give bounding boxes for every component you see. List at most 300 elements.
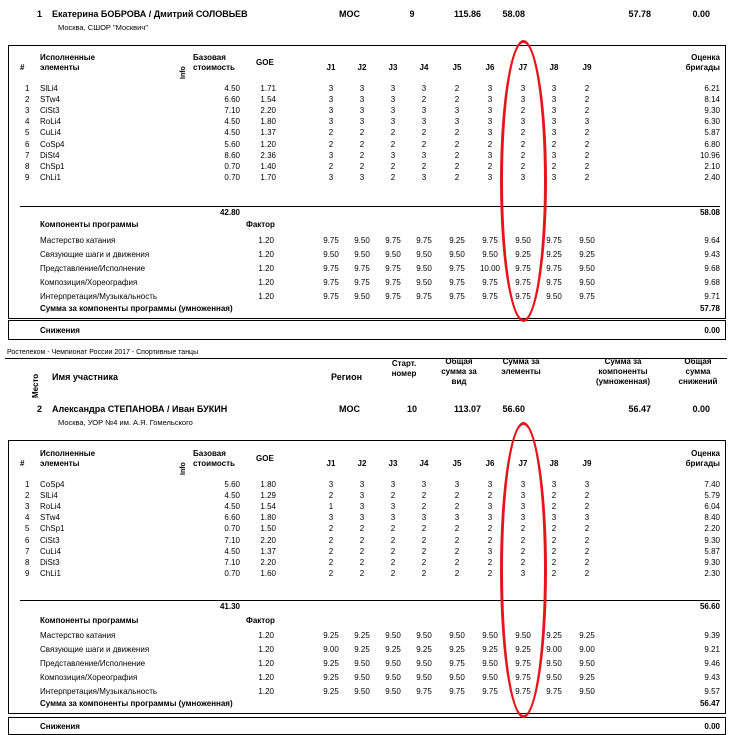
hdr-judge-j2: J2 [357, 459, 367, 468]
component-judge-score: 9.50 [482, 673, 498, 682]
element-judge-score: 2 [421, 95, 427, 105]
component-judge-score: 9.25 [385, 645, 401, 654]
component-judge-score: 9.50 [515, 631, 531, 640]
hdr-goe: GOE [256, 58, 274, 67]
element-goe: 2.20 [260, 535, 276, 545]
element-judge-score: 3 [359, 480, 365, 489]
element-judge-score: 2 [520, 524, 526, 534]
component-judge-score: 9.75 [449, 292, 465, 301]
elements-rule [20, 600, 720, 601]
element-judge-score: 2 [584, 161, 590, 171]
skater-elements-score: 56.60 [502, 404, 525, 414]
component-name: Мастерство катания [40, 631, 116, 640]
component-judge-score: 9.75 [482, 278, 498, 287]
element-judge-score: 2 [328, 557, 334, 567]
component-judge-score: 9.75 [515, 292, 531, 301]
skater-components-score: 57.78 [628, 9, 651, 19]
hdr-base: Базовая стоимость [193, 449, 235, 468]
component-judge-score: 9.50 [385, 659, 401, 668]
element-judge-score: 2 [421, 139, 427, 149]
component-score: 9.64 [704, 236, 720, 245]
element-judge-score: 2 [421, 535, 427, 545]
base-total: 42.80 [219, 208, 240, 217]
element-judge-score: 3 [487, 480, 493, 489]
element-score: 2.20 [704, 524, 720, 534]
element-judge-score: 3 [390, 95, 396, 105]
element-code: ChSp1 [40, 161, 65, 171]
element-code: CoSp4 [40, 480, 65, 489]
hdr-base: Базовая стоимость [193, 53, 235, 72]
component-judge-score: 9.50 [546, 673, 562, 682]
element-judge-score: 2 [487, 557, 493, 567]
element-score: 6.04 [704, 502, 720, 512]
hdr-judge-j6: J6 [485, 459, 495, 468]
element-base: 0.70 [224, 524, 240, 534]
hdr-info: Info [180, 66, 187, 79]
element-judge-score: 3 [328, 480, 334, 489]
skater-place: 2 [37, 404, 43, 414]
components-title: Компоненты программы [40, 616, 139, 625]
component-judge-score: 9.50 [579, 278, 595, 287]
component-judge-score: 9.50 [449, 631, 465, 640]
element-code: SlLi4 [40, 84, 58, 93]
hdr-judge-j2: J2 [357, 63, 367, 72]
component-judge-score: 9.50 [482, 631, 498, 640]
element-goe: 1.40 [260, 161, 276, 171]
element-judge-score: 2 [584, 524, 590, 534]
element-judge-score: 2 [454, 84, 460, 93]
element-judge-score: 3 [551, 117, 557, 127]
element-code: RoLi4 [40, 117, 61, 127]
element-judge-score: 2 [551, 502, 557, 512]
element-base: 6.60 [224, 513, 240, 523]
element-code: STw4 [40, 95, 61, 105]
element-judge-score: 2 [359, 557, 365, 567]
element-judge-score: 3 [328, 117, 334, 127]
component-judge-score: 9.25 [449, 236, 465, 245]
element-judge-score: 3 [421, 172, 427, 182]
skater-total: 115.86 [453, 9, 481, 19]
element-judge-score: 2 [454, 150, 460, 160]
components-sum-label: Сумма за компоненты программы (умноженная) [40, 699, 233, 708]
component-judge-score: 9.50 [579, 236, 595, 245]
skater-club: Москва, УОР №4 им. А.Я. Гомельского [58, 418, 193, 427]
component-factor: 1.20 [258, 659, 274, 668]
element-judge-score: 3 [520, 117, 526, 127]
element-judge-score: 3 [390, 513, 396, 523]
element-code: STw4 [40, 513, 61, 523]
deductions-label: Снижения [40, 722, 80, 731]
element-score: 2.40 [704, 172, 720, 182]
element-judge-score: 3 [390, 117, 396, 127]
element-judge-score: 3 [328, 106, 334, 116]
element-judge-score: 2 [421, 161, 427, 171]
elements-total: 56.60 [699, 602, 720, 611]
element-judge-score: 2 [551, 568, 557, 578]
element-judge-score: 2 [359, 535, 365, 545]
element-judge-score: 2 [390, 128, 396, 138]
hdr-num: # [20, 63, 25, 72]
element-judge-score: 2 [359, 139, 365, 149]
component-judge-score: 9.50 [416, 278, 432, 287]
elements-rule [20, 206, 720, 207]
element-num: 6 [25, 139, 30, 149]
component-name: Связующие шаги и движения [40, 250, 150, 259]
component-score: 9.71 [704, 292, 720, 301]
component-judge-score: 9.75 [546, 236, 562, 245]
element-base: 7.10 [224, 535, 240, 545]
element-code: DiSt3 [40, 557, 60, 567]
hdr-judge-j8: J8 [549, 459, 559, 468]
elements-header: Сумма за элементы [501, 357, 541, 376]
component-factor: 1.20 [258, 687, 274, 696]
element-judge-score: 3 [328, 513, 334, 523]
component-judge-score: 9.75 [449, 264, 465, 273]
component-judge-score: 9.50 [416, 631, 432, 640]
element-code: CiSt3 [40, 535, 60, 545]
element-judge-score: 3 [390, 84, 396, 93]
component-judge-score: 9.75 [449, 687, 465, 696]
element-judge-score: 3 [520, 95, 526, 105]
component-judge-score: 9.50 [449, 673, 465, 682]
element-judge-score: 3 [421, 150, 427, 160]
element-judge-score: 2 [359, 568, 365, 578]
element-judge-score: 2 [328, 524, 334, 534]
element-judge-score: 2 [584, 502, 590, 512]
element-goe: 1.54 [260, 95, 276, 105]
element-judge-score: 3 [390, 106, 396, 116]
component-name: Связующие шаги и движения [40, 645, 150, 654]
component-score: 9.21 [704, 645, 720, 654]
name-header: Имя участника [52, 372, 119, 382]
hdr-panel: Оценка бригады [685, 53, 720, 72]
component-judge-score: 9.50 [354, 687, 370, 696]
element-judge-score: 2 [390, 139, 396, 149]
element-judge-score: 3 [328, 172, 334, 182]
skater-region: МОС [339, 9, 360, 19]
component-judge-score: 9.25 [323, 659, 339, 668]
component-judge-score: 9.75 [579, 292, 595, 301]
element-judge-score: 2 [454, 161, 460, 171]
element-judge-score: 2 [584, 128, 590, 138]
component-judge-score: 9.75 [546, 278, 562, 287]
component-judge-score: 9.50 [579, 659, 595, 668]
component-judge-score: 9.50 [354, 292, 370, 301]
element-judge-score: 2 [584, 95, 590, 105]
element-judge-score: 2 [551, 546, 557, 556]
component-judge-score: 9.50 [354, 250, 370, 259]
element-judge-score: 2 [359, 150, 365, 160]
element-goe: 1.54 [260, 502, 276, 512]
element-judge-score: 3 [487, 172, 493, 182]
element-judge-score: 3 [487, 513, 493, 523]
element-num: 7 [25, 150, 30, 160]
component-judge-score: 9.50 [579, 264, 595, 273]
element-score: 9.30 [704, 557, 720, 567]
component-judge-score: 9.00 [546, 645, 562, 654]
component-judge-score: 9.25 [546, 631, 562, 640]
element-num: 9 [25, 172, 30, 182]
element-judge-score: 3 [328, 150, 334, 160]
element-score: 5.87 [704, 546, 720, 556]
component-judge-score: 9.25 [515, 645, 531, 654]
element-judge-score: 3 [421, 84, 427, 93]
event-title: Ростелеком - Чемпионат России 2017 - Спортивные танцы [7, 349, 199, 356]
element-judge-score: 2 [520, 535, 526, 545]
element-judge-score: 3 [487, 106, 493, 116]
skater-region: МОС [339, 404, 360, 414]
component-judge-score: 9.75 [515, 687, 531, 696]
component-judge-score: 9.75 [385, 264, 401, 273]
element-judge-score: 2 [359, 546, 365, 556]
components-total: 56.47 [699, 699, 720, 708]
element-judge-score: 3 [520, 502, 526, 512]
element-judge-score: 2 [359, 128, 365, 138]
element-judge-score: 2 [454, 524, 460, 534]
element-judge-score: 2 [584, 84, 590, 93]
element-judge-score: 3 [520, 84, 526, 93]
component-judge-score: 9.50 [482, 659, 498, 668]
factor-title: Фактор [246, 616, 275, 625]
element-judge-score: 3 [454, 513, 460, 523]
element-goe: 1.80 [260, 480, 276, 489]
skater-start: 10 [406, 404, 417, 414]
element-judge-score: 2 [520, 161, 526, 171]
component-name: Представление/Исполнение [40, 659, 146, 668]
component-name: Композиция/Хореография [40, 673, 138, 682]
component-judge-score: 9.25 [323, 673, 339, 682]
component-judge-score: 9.25 [546, 250, 562, 259]
element-base: 5.60 [224, 139, 240, 149]
element-judge-score: 2 [328, 568, 334, 578]
element-judge-score: 2 [328, 128, 334, 138]
component-judge-score: 9.75 [385, 278, 401, 287]
element-goe: 2.36 [260, 150, 276, 160]
skater-components-score: 56.47 [628, 404, 651, 414]
component-judge-score: 9.75 [515, 264, 531, 273]
element-goe: 1.80 [260, 117, 276, 127]
element-goe: 1.29 [260, 491, 276, 501]
hdr-judge-j8: J8 [549, 63, 559, 72]
element-base: 4.50 [224, 546, 240, 556]
element-judge-score: 2 [584, 139, 590, 149]
component-judge-score: 9.75 [323, 264, 339, 273]
component-factor: 1.20 [258, 236, 274, 245]
component-judge-score: 9.75 [416, 292, 432, 301]
hdr-judge-j6: J6 [485, 63, 495, 72]
element-judge-score: 2 [584, 491, 590, 501]
element-judge-score: 3 [359, 84, 365, 93]
element-judge-score: 3 [390, 480, 396, 489]
element-judge-score: 2 [551, 535, 557, 545]
deductions-label: Снижения [40, 326, 80, 335]
component-score: 9.46 [704, 659, 720, 668]
element-base: 4.50 [224, 502, 240, 512]
element-judge-score: 2 [520, 128, 526, 138]
hdr-judge-j9: J9 [582, 63, 592, 72]
element-base: 0.70 [224, 172, 240, 182]
element-judge-score: 3 [421, 480, 427, 489]
element-base: 5.60 [224, 480, 240, 489]
element-num: 5 [25, 524, 30, 534]
component-judge-score: 9.25 [354, 645, 370, 654]
skater-deductions: 0.00 [692, 404, 710, 414]
element-score: 8.14 [704, 95, 720, 105]
element-code: RoLi4 [40, 502, 61, 512]
component-judge-score: 9.50 [385, 250, 401, 259]
element-judge-score: 2 [454, 95, 460, 105]
hdr-judge-j4: J4 [419, 63, 429, 72]
element-judge-score: 2 [520, 106, 526, 116]
component-judge-score: 9.50 [385, 687, 401, 696]
element-num: 3 [25, 106, 30, 116]
element-base: 8.60 [224, 150, 240, 160]
component-judge-score: 9.75 [416, 236, 432, 245]
element-judge-score: 2 [421, 128, 427, 138]
element-goe: 1.60 [260, 568, 276, 578]
element-judge-score: 3 [487, 502, 493, 512]
element-judge-score: 2 [520, 150, 526, 160]
element-judge-score: 2 [487, 568, 493, 578]
components-title: Компоненты программы [40, 220, 139, 229]
element-judge-score: 2 [487, 524, 493, 534]
element-judge-score: 3 [359, 491, 365, 501]
components-total: 57.78 [699, 304, 720, 313]
element-base: 6.60 [224, 95, 240, 105]
component-score: 9.39 [704, 631, 720, 640]
element-judge-score: 3 [551, 95, 557, 105]
element-judge-score: 3 [520, 480, 526, 489]
element-num: 7 [25, 546, 30, 556]
component-factor: 1.20 [258, 278, 274, 287]
element-judge-score: 2 [454, 172, 460, 182]
element-base: 7.10 [224, 557, 240, 567]
element-code: CuLi4 [40, 546, 61, 556]
hdr-judge-j7: J7 [518, 63, 528, 72]
component-judge-score: 9.50 [482, 250, 498, 259]
element-judge-score: 3 [551, 513, 557, 523]
component-judge-score: 9.75 [323, 236, 339, 245]
deductions-total: 0.00 [704, 326, 720, 335]
element-judge-score: 2 [421, 546, 427, 556]
hdr-judge-j1: J1 [326, 459, 336, 468]
element-judge-score: 1 [328, 502, 334, 512]
hdr-judge-j7: J7 [518, 459, 528, 468]
element-code: CoSp4 [40, 139, 65, 149]
hdr-goe: GOE [256, 454, 274, 463]
element-judge-score: 3 [551, 84, 557, 93]
element-score: 10.96 [699, 150, 720, 160]
element-base: 7.10 [224, 106, 240, 116]
component-judge-score: 9.25 [515, 250, 531, 259]
element-judge-score: 3 [551, 480, 557, 489]
element-judge-score: 2 [359, 161, 365, 171]
element-score: 9.30 [704, 535, 720, 545]
component-judge-score: 9.50 [416, 673, 432, 682]
element-num: 5 [25, 128, 30, 138]
component-score: 9.57 [704, 687, 720, 696]
component-factor: 1.20 [258, 264, 274, 273]
element-score: 6.21 [704, 84, 720, 93]
component-judge-score: 9.50 [579, 687, 595, 696]
hdr-judge-j5: J5 [452, 459, 462, 468]
component-judge-score: 10.00 [479, 264, 501, 273]
element-judge-score: 3 [454, 106, 460, 116]
element-judge-score: 3 [421, 513, 427, 523]
element-judge-score: 2 [520, 139, 526, 149]
element-num: 8 [25, 161, 30, 171]
element-judge-score: 2 [487, 139, 493, 149]
region-header: Регион [331, 372, 362, 382]
element-judge-score: 2 [390, 568, 396, 578]
element-num: 4 [25, 513, 30, 523]
deductions-header: Общая сумма снижений [678, 357, 718, 386]
element-judge-score: 2 [584, 557, 590, 567]
element-judge-score: 3 [359, 172, 365, 182]
component-judge-score: 9.50 [354, 673, 370, 682]
element-score: 8.40 [704, 513, 720, 523]
element-num: 1 [25, 84, 30, 93]
element-judge-score: 3 [551, 128, 557, 138]
element-num: 9 [25, 568, 30, 578]
component-judge-score: 9.75 [546, 264, 562, 273]
element-score: 7.40 [704, 480, 720, 489]
component-judge-score: 9.75 [449, 659, 465, 668]
component-judge-score: 9.50 [385, 631, 401, 640]
element-code: CuLi4 [40, 128, 61, 138]
element-judge-score: 3 [487, 128, 493, 138]
element-judge-score: 2 [390, 557, 396, 567]
component-judge-score: 9.75 [515, 673, 531, 682]
element-judge-score: 2 [454, 535, 460, 545]
component-judge-score: 9.25 [354, 631, 370, 640]
element-judge-score: 2 [584, 172, 590, 182]
components-header: Сумма за компоненты (умноженная) [596, 357, 650, 386]
element-judge-score: 3 [487, 150, 493, 160]
element-judge-score: 2 [551, 491, 557, 501]
component-judge-score: 9.25 [323, 687, 339, 696]
component-judge-score: 9.75 [354, 264, 370, 273]
element-judge-score: 2 [390, 491, 396, 501]
element-goe: 2.20 [260, 557, 276, 567]
element-num: 2 [25, 491, 30, 501]
element-judge-score: 3 [487, 117, 493, 127]
component-judge-score: 9.00 [579, 645, 595, 654]
component-judge-score: 9.75 [323, 292, 339, 301]
component-judge-score: 9.75 [354, 278, 370, 287]
element-num: 6 [25, 535, 30, 545]
component-judge-score: 9.50 [385, 673, 401, 682]
component-judge-score: 9.25 [323, 631, 339, 640]
skater-deductions: 0.00 [692, 9, 710, 19]
hdr-judge-j3: J3 [388, 63, 398, 72]
component-judge-score: 9.75 [323, 278, 339, 287]
component-judge-score: 9.50 [416, 250, 432, 259]
component-judge-score: 9.75 [515, 659, 531, 668]
component-judge-score: 9.50 [416, 264, 432, 273]
element-score: 5.79 [704, 491, 720, 501]
place-header: Место [31, 373, 40, 398]
component-factor: 1.20 [258, 645, 274, 654]
hdr-panel: Оценка бригады [685, 449, 720, 468]
element-judge-score: 3 [328, 95, 334, 105]
element-judge-score: 2 [487, 161, 493, 171]
element-judge-score: 3 [359, 106, 365, 116]
component-judge-score: 9.75 [482, 687, 498, 696]
element-goe: 1.70 [260, 172, 276, 182]
component-score: 9.68 [704, 278, 720, 287]
element-judge-score: 2 [487, 491, 493, 501]
